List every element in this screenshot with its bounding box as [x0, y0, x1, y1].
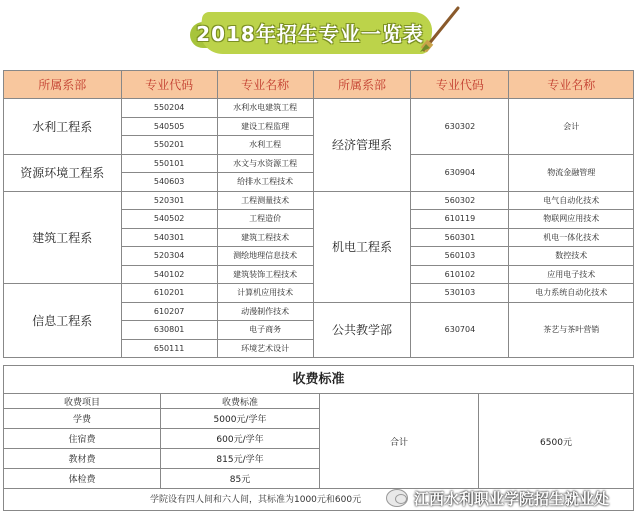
major-code: 610201: [121, 284, 217, 303]
major-code: 630302: [411, 99, 509, 155]
watermark: [386, 486, 638, 510]
watermark-text: 江西水利职业学院招生就业处: [414, 489, 610, 508]
major-name: 建设工程监理: [217, 117, 313, 136]
major-code: 560302: [411, 191, 509, 210]
major-code: 540505: [121, 117, 217, 136]
major-code: 560301: [411, 228, 509, 247]
major-code: 610119: [411, 210, 509, 229]
major-name: 工程测量技术: [217, 191, 313, 210]
major-code: 550201: [121, 136, 217, 155]
dept-cell: 信息工程系: [4, 284, 122, 358]
major-name: 水文与水资源工程: [217, 154, 313, 173]
major-name: 水利工程: [217, 136, 313, 155]
major-code: 520301: [121, 191, 217, 210]
fee-note: 学院设有四人间和六人间，其标准为1000元和600元: [3, 489, 634, 511]
dept-cell: 建筑工程系: [4, 191, 122, 284]
fee-item: 教材费: [4, 449, 161, 469]
major-name: 建筑工程技术: [217, 228, 313, 247]
fee-col-item: 收费项目: [4, 394, 161, 409]
fee-section-title: 收费标准: [3, 365, 634, 393]
table-row: [4, 191, 634, 210]
fee-standard: 815元/学年: [161, 449, 320, 469]
major-name: 电力系统自动化技术: [509, 284, 634, 303]
major-name: 物联网应用技术: [509, 210, 634, 229]
major-code: 540603: [121, 173, 217, 192]
fee-total-label: 合计: [320, 394, 479, 489]
wechat-icon: [386, 489, 408, 507]
fee-table: [3, 393, 634, 489]
major-name: 计算机应用技术: [217, 284, 313, 303]
major-code: 610102: [411, 265, 509, 284]
fee-standard: 600元/学年: [161, 429, 320, 449]
major-code: 540102: [121, 265, 217, 284]
fee-item: 体检费: [4, 469, 161, 489]
major-code: 560103: [411, 247, 509, 266]
major-name: 动漫制作技术: [217, 302, 313, 321]
major-code: 540301: [121, 228, 217, 247]
major-code: 530103: [411, 284, 509, 303]
col-header-code-left: 专业代码: [121, 71, 217, 99]
major-code: 650111: [121, 339, 217, 358]
major-name: 水利水电建筑工程: [217, 99, 313, 118]
dept-cell: 水利工程系: [4, 99, 122, 155]
paintbrush-icon: [418, 4, 464, 54]
page-title: 2018年招生专业一览表: [196, 22, 424, 46]
dept-cell: 机电工程系: [313, 191, 411, 302]
col-header-dept-right: 所属系部: [313, 71, 411, 99]
major-name: 给排水工程技术: [217, 173, 313, 192]
major-name: 物流金融管理: [509, 154, 634, 191]
major-code: 550101: [121, 154, 217, 173]
major-name: 机电一体化技术: [509, 228, 634, 247]
dept-cell: 经济管理系: [313, 99, 411, 192]
col-header-dept-left: 所属系部: [4, 71, 122, 99]
col-header-name-right: 专业名称: [509, 71, 634, 99]
major-name: 测绘地理信息技术: [217, 247, 313, 266]
major-code: 630904: [411, 154, 509, 191]
major-name: 环境艺术设计: [217, 339, 313, 358]
col-header-code-right: 专业代码: [411, 71, 509, 99]
majors-table: [3, 70, 634, 358]
fee-standard: 5000元/学年: [161, 409, 320, 429]
major-name: 工程造价: [217, 210, 313, 229]
major-name: 电子商务: [217, 321, 313, 340]
major-code: 630704: [411, 302, 509, 358]
dept-cell: 公共教学部: [313, 302, 411, 358]
fee-item: 学费: [4, 409, 161, 429]
fee-standard: 85元: [161, 469, 320, 489]
col-header-name-left: 专业名称: [217, 71, 313, 99]
table-row: [4, 99, 634, 118]
major-name: 茶艺与茶叶营销: [509, 302, 634, 358]
dept-cell: 资源环境工程系: [4, 154, 122, 191]
major-code: 540502: [121, 210, 217, 229]
title-banner: [190, 6, 450, 58]
fee-item: 住宿费: [4, 429, 161, 449]
fee-col-standard: 收费标准: [161, 394, 320, 409]
major-name: 数控技术: [509, 247, 634, 266]
fee-total-value: 6500元: [479, 394, 634, 489]
major-name: 应用电子技术: [509, 265, 634, 284]
major-name: 会计: [509, 99, 634, 155]
major-code: 630801: [121, 321, 217, 340]
major-code: 520304: [121, 247, 217, 266]
major-name: 建筑装饰工程技术: [217, 265, 313, 284]
major-code: 550204: [121, 99, 217, 118]
major-code: 610207: [121, 302, 217, 321]
major-name: 电气自动化技术: [509, 191, 634, 210]
